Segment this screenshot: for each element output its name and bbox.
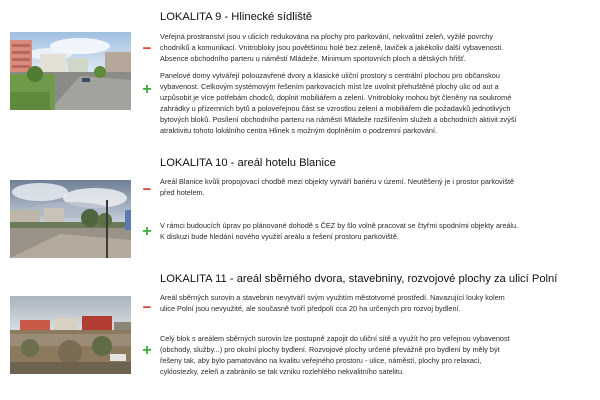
positive-paragraph: [160, 221, 596, 243]
photo-hlinecke-sidliste: [10, 32, 131, 110]
text-line: zahrádky u přízemních bytů a poloveřejnou část se vzrostlou zelení a mobiliářem dle požadavků jednotlivých: [160, 103, 511, 113]
text-line: řešeny tak, aby bylo pamatováno na kvalitu veřejného prostoru - ulice, náměstí, plochy pro relaxaci,: [160, 355, 482, 365]
photo-hotel-blanice: [10, 180, 131, 258]
text-line: Panelové domy vytvářejí polouzavřené dvory a klasické uliční prostory s centrální plochou pro občanskou: [160, 71, 500, 80]
plus-icon: +: [142, 342, 152, 359]
text-line: bytových bloků. Posílení obchodního parteru na náměstí Mládeže rozšířením služeb a obchodních aktivit zvýší: [160, 114, 517, 124]
minus-icon: −: [142, 40, 152, 57]
negative-paragraph: [160, 177, 596, 199]
minus-icon: −: [142, 181, 152, 198]
text-line: Veřejná prostranství jsou v ulicích redukována na plochy pro parkování, nekvalitní zeleň, vyžilé povrchy: [160, 32, 493, 41]
negative-paragraph: [160, 293, 596, 315]
text-line: ulice Polní jsou nevyužité, ale současně tvoří předpolí cca 20 ha určených pro rozvoj bydlení.: [160, 303, 461, 313]
text-line: cyklostezky, zeleň a zabránilo se tak vzniku rozlehlého nekvalitního satelitu.: [160, 366, 405, 376]
text-line: atraktivitu tohoto lokálního centra Hlinek s možným doplněním o podzemní parkování.: [160, 125, 438, 135]
text-line: Absence obchodního parteru u náměstí Mládeže. Minimum sportovních ploch a dětských hřišť.: [160, 53, 466, 63]
positive-paragraph: [160, 71, 596, 136]
section-title: LOKALITA 11 - areál sběrného dvora, stavebniny, rozvojové plochy za ulicí Polní: [160, 273, 558, 285]
text-line: uzpůsobit je více potřebám chodců, doplnit mobiliářem a zelení. Vnitrobloky mohou být členěny na soukromé: [160, 92, 512, 102]
text-line: před hotelem.: [160, 187, 205, 197]
text-line: V rámci budoucích úprav po plánované dohodě s ČEZ by šlo volně pracovat se čtyřmi spodními objekty areálu.: [160, 221, 519, 230]
negative-paragraph: [160, 32, 596, 65]
text-line: vybavenost. Celkovým systémovým řešením parkovacích míst lze uvolnit přehuštěné plochy ulic od aut a: [160, 81, 499, 91]
positive-paragraph: [160, 334, 596, 378]
section-title: LOKALITA 9 - Hlinecké sídliště: [160, 11, 313, 23]
photo-sberny-dvur: [10, 296, 131, 374]
plus-icon: +: [142, 223, 152, 240]
text-line: Areál sběrných surovin a stavebnin nevytváří svým využitím městotvorné prostředí. Navazující louky kolem: [160, 293, 505, 302]
text-line: Celý blok s areálem sběrných surovin lze postupně zapojit do uliční sítě a využít ho pro veřejnou vybavenost: [160, 334, 510, 343]
text-line: K diskuzi bude hledání nového využití areálu a řešení prostoru parkoviště.: [160, 231, 399, 241]
text-line: (obchody, služby...) pro okolní plochy bydlení. Rozvojové plochy určené převážně pro bydlení by měly být: [160, 344, 500, 354]
plus-icon: +: [142, 81, 152, 98]
minus-icon: −: [142, 299, 152, 316]
section-title: LOKALITA 10 - areál hotelu Blanice: [160, 157, 336, 169]
text-line: chodníků a komunikací. Vnitrobloky jsou povětšinou holé bez zeleně, laviček a jakékoliv další vybavenosti.: [160, 42, 504, 52]
text-line: Areál Blanice kvůli propojovací chodbě mezi objekty vytváří bariéru v území. Neutěšený je i prostor parkoviště: [160, 177, 515, 186]
